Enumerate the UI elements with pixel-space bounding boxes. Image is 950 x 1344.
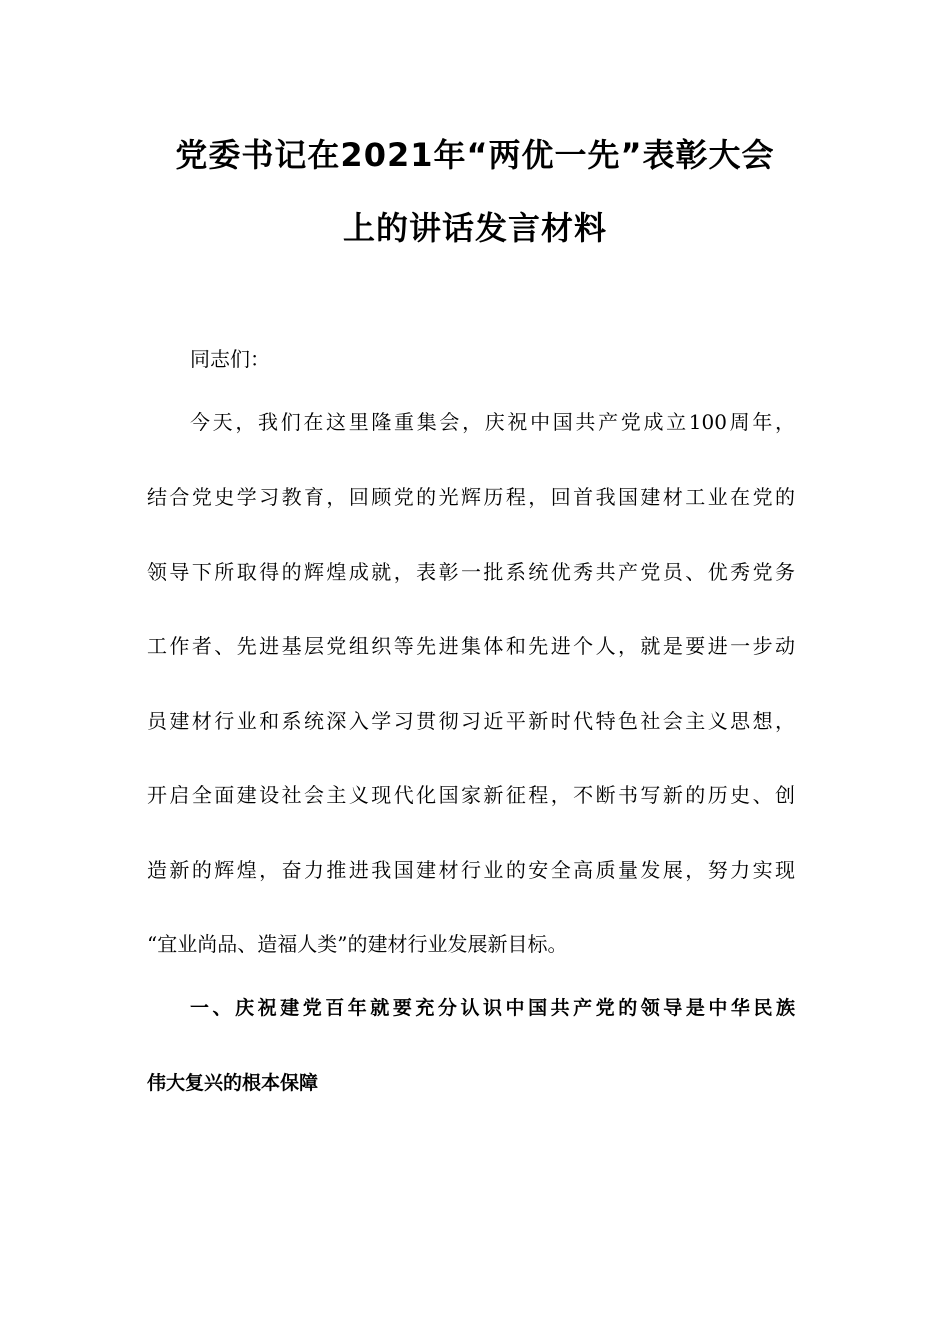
- paragraph-line: 领导下所取得的辉煌成就，表彰一批系统优秀共产党员、优秀党务: [147, 560, 795, 584]
- document-title-line-2: 上的讲话发言材料: [342, 209, 607, 247]
- paragraph-line: “宜业尚品、造福人类”的建材行业发展新目标。: [147, 932, 568, 956]
- paragraph-line: 工作者、先进基层党组织等先进集体和先进个人，就是要进一步动: [147, 634, 795, 658]
- paragraph-line: 员建材行业和系统深入学习贯彻习近平新时代特色社会主义思想，: [147, 709, 795, 733]
- section-heading-line-2: 伟大复兴的根本保障: [147, 1072, 319, 1094]
- paragraph-line: 开启全面建设社会主义现代化国家新征程，不断书写新的历史、创: [147, 783, 795, 807]
- paragraph-line: 造新的辉煌，奋力推进我国建材行业的安全高质量发展，努力实现: [147, 858, 795, 882]
- document-title-line-1: 党委书记在2021年“两优一先”表彰大会: [175, 136, 775, 174]
- paragraph-line: 今天，我们在这里隆重集会，庆祝中国共产党成立100周年，: [190, 410, 795, 434]
- salutation: 同志们：: [190, 347, 270, 371]
- section-heading-line-1: 一、庆祝建党百年就要充分认识中国共产党的领导是中华民族: [190, 997, 795, 1019]
- paragraph-line: 结合党史学习教育，回顾党的光辉历程，回首我国建材工业在党的: [147, 485, 795, 509]
